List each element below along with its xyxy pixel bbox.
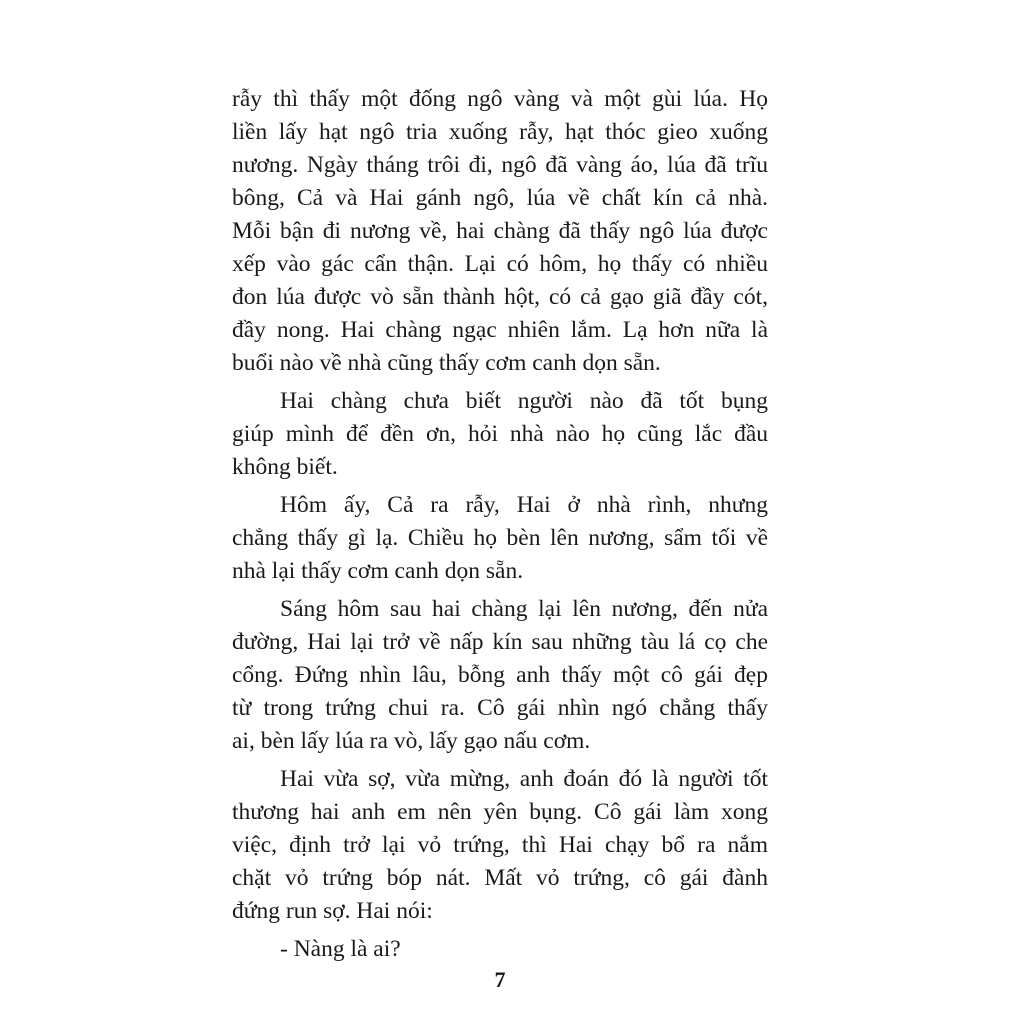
text-line: đường, Hai lại trở về nấp kín sau những tàu lá cọ che xyxy=(232,629,768,655)
page-number: 7 xyxy=(494,967,506,992)
text-line: đứng run sợ. Hai nói: xyxy=(232,898,433,924)
paragraph xyxy=(232,933,768,966)
paragraph xyxy=(232,83,768,380)
text-line: Hai vừa sợ, vừa mừng, anh đoán đó là người tốt xyxy=(280,766,768,792)
text-line: Hai chàng chưa biết người nào đã tốt bụng xyxy=(280,388,768,414)
text-line: nương. Ngày tháng trôi đi, ngô đã vàng áo, lúa đã trĩu xyxy=(232,152,768,178)
text-line: Mỗi bận đi nương về, hai chàng đã thấy ngô lúa được xyxy=(232,218,768,244)
text-line: việc, định trở lại vỏ trứng, thì Hai chạy bổ ra nắm xyxy=(232,832,768,858)
text-line: đầy nong. Hai chàng ngạc nhiên lắm. Lạ hơn nữa là xyxy=(232,317,768,343)
paragraph xyxy=(232,489,768,588)
text-line: liền lấy hạt ngô tria xuống rẫy, hạt thóc gieo xuống xyxy=(232,119,768,145)
text-line: chẳng thấy gì lạ. Chiều họ bèn lên nương, sẩm tối về xyxy=(232,525,768,551)
text-line: thương hai anh em nên yên bụng. Cô gái làm xong xyxy=(232,799,768,825)
text-line: Hôm ấy, Cả ra rẫy, Hai ở nhà rình, nhưng xyxy=(280,492,768,518)
paragraph xyxy=(232,593,768,758)
text-line: ai, bèn lấy lúa ra vò, lấy gạo nấu cơm. xyxy=(232,728,591,754)
page-body-text xyxy=(232,83,768,966)
text-line: chặt vỏ trứng bóp nát. Mất vỏ trứng, cô gái đành xyxy=(232,865,768,891)
text-line: rẫy thì thấy một đống ngô vàng và một gùi lúa. Họ xyxy=(232,86,768,112)
text-line: Sáng hôm sau hai chàng lại lên nương, đến nửa xyxy=(280,596,768,622)
text-line: cổng. Đứng nhìn lâu, bỗng anh thấy một cô gái đẹp xyxy=(232,662,768,688)
paragraph xyxy=(232,385,768,484)
text-line: buổi nào về nhà cũng thấy cơm canh dọn sẵn. xyxy=(232,350,661,376)
text-line: giúp mình để đền ơn, hỏi nhà nào họ cũng lắc đầu xyxy=(232,421,768,447)
paragraph xyxy=(232,763,768,928)
text-line: bông, Cả và Hai gánh ngô, lúa về chất kín cả nhà. xyxy=(232,185,768,211)
text-line: xếp vào gác cẩn thận. Lại có hôm, họ thấy có nhiều xyxy=(232,251,768,277)
text-line: từ trong trứng chui ra. Cô gái nhìn ngó chẳng thấy xyxy=(232,695,768,721)
text-line: - Nàng là ai? xyxy=(280,936,401,962)
text-line: đon lúa được vò sẵn thành hột, có cả gạo giã đầy cót, xyxy=(232,284,768,310)
text-line: nhà lại thấy cơm canh dọn sẵn. xyxy=(232,558,524,584)
text-line: không biết. xyxy=(232,454,338,480)
